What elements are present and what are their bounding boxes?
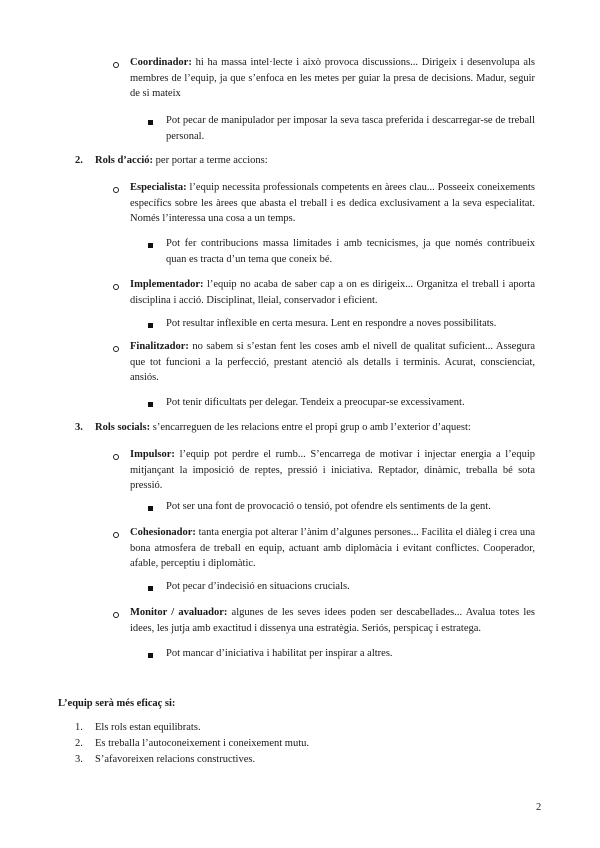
role-term: Finalitzador: — [130, 341, 189, 352]
efficacy-item: Els rols estan equilibrats. — [95, 722, 201, 733]
bullet-square — [148, 586, 153, 591]
role-term: Implementador: — [130, 279, 204, 290]
section-number: 2. — [75, 155, 83, 166]
section-number: 3. — [75, 422, 83, 433]
section-title: Rols socials: — [95, 422, 151, 433]
bullet-circle — [113, 346, 119, 352]
especialista-risk: Pot fer contribucions massa limitades i amb tecnicismes, ja que només contribueix quan es tracta d’un tema que coneix bé. — [166, 238, 535, 265]
implementador-risk: Pot resultar inflexible en certa mesura. Lent en respondre a noves possibilitats. — [166, 318, 497, 329]
bullet-circle — [113, 284, 119, 290]
monitor-risk: Pot mancar d’iniciativa i habilitat per inspirar a altres. — [166, 648, 393, 659]
cohesionador-risk: Pot pecar d’indecisió en situacions crucials. — [166, 581, 350, 592]
list-number: 2. — [75, 738, 83, 749]
bullet-circle — [113, 187, 119, 193]
role-description: algunes de les seves idees poden ser descabellades... Avalua totes les idees, les jutja amb exactitud i dissenya una estratègia. Seriós, perspicaç i estratega. — [130, 607, 536, 634]
role-term: Especialista: — [130, 182, 187, 193]
bullet-square — [148, 243, 153, 248]
bullet-circle — [113, 532, 119, 538]
impulsor-risk: Pot ser una font de provocació o tensió, pot ofendre els sentiments de la gent. — [166, 501, 491, 512]
section-intro: per portar a terme accions: — [155, 155, 268, 166]
role-description: no sabem si s’estan fent les coses amb el nivell de qualitat suficient... Assegura que tot funcioni a la perfecció, prestant atenció als detalls i terminis. Acurat, conscienciat, ansiós. — [130, 341, 536, 383]
bullet-square — [148, 323, 153, 328]
finalitzador-paragraph — [130, 339, 535, 386]
role-description: l’equip no acaba de saber cap a on es dirigeix... Organitza el treball i aporta disciplina i acció. Disciplinat, lleial, conservador i eficient. — [130, 279, 535, 306]
role-description: l’equip necessita professionals competents en àrees clau... Posseeix coneixements específics sobre les àrees que abasta el treball i es dedica exclusivament a la seva especialitat. Només l’interessa una cosa a un temps. — [130, 182, 536, 224]
especialista-paragraph — [130, 180, 535, 227]
coordinador-paragraph — [130, 55, 535, 102]
role-description: hi ha massa intel·lecte i això provoca discussions... Dirigeix i desenvolupa als membres de l’equip, ja que s’enfoca en les metes per guiar la presa de decisions. Madur, seguir de si mateix — [130, 57, 536, 99]
role-description: l’equip pot perdre el rumb... S’encarrega de motivar i injectar energia a l’equip mitjançant la imposició de reptes, pressió i iniciativa. Reptador, dinàmic, treballa bé sota pressió. — [130, 449, 536, 491]
implementador-paragraph — [130, 277, 535, 308]
section-accio-heading — [95, 153, 535, 169]
bullet-square — [148, 653, 153, 658]
bullet-square — [148, 506, 153, 511]
role-term: Monitor / avaluador: — [130, 607, 228, 618]
role-term: Impulsor: — [130, 449, 175, 460]
role-term: Coordinador: — [130, 57, 192, 68]
finalitzador-risk: Pot tenir dificultats per delegar. Tendeix a preocupar-se excessivament. — [166, 397, 465, 408]
section-socials-heading — [95, 420, 535, 436]
bullet-square — [148, 120, 153, 125]
efficacy-item: Es treballa l’autoconeixement i coneixement mutu. — [95, 738, 310, 749]
page-number: 2 — [536, 802, 542, 813]
section-title: Rols d’acció: — [95, 155, 154, 166]
bullet-circle — [113, 612, 119, 618]
efficacy-item: S’afavoreixen relacions constructives. — [95, 754, 256, 765]
coordinador-risk: Pot pecar de manipulador per imposar la seva tasca preferida i descarregar-se de treball personal. — [166, 115, 535, 142]
bullet-circle — [113, 62, 119, 68]
efficacy-heading: L’equip serà més eficaç si: — [58, 698, 176, 709]
bullet-circle — [113, 454, 119, 460]
bullet-square — [148, 402, 153, 407]
role-description: tanta energia pot alterar l’ànim d’algunes persones... Facilita el diàleg i crea una bona atmosfera de treball en equip, actuant amb diplomàcia i evitant conflictes. Cooperador, afable, perceptiu i diplomàtic. — [130, 527, 536, 569]
monitor-paragraph — [130, 605, 535, 636]
section-intro: s’encarreguen de les relacions entre el propi grup o amb l’exterior d’aquest: — [152, 422, 471, 433]
cohesionador-paragraph — [130, 525, 535, 572]
list-number: 1. — [75, 722, 83, 733]
impulsor-paragraph — [130, 447, 535, 494]
list-number: 3. — [75, 754, 83, 765]
role-term: Cohesionador: — [130, 527, 196, 538]
